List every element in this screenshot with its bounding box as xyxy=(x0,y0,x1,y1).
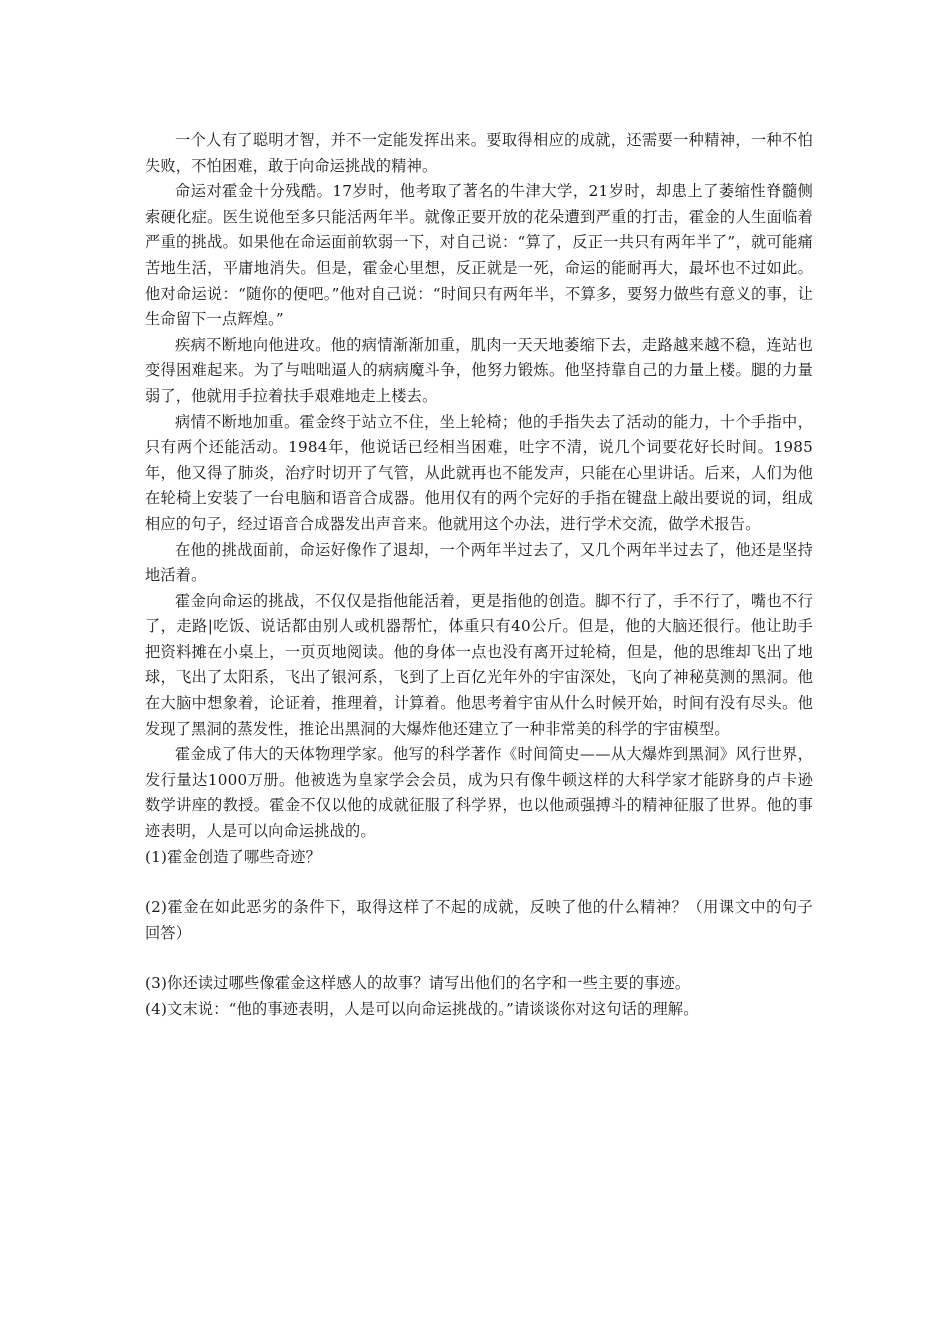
paragraph-retreat: 在他的挑战面前，命运好像作了退却，一个两年半过去了，又几个两年半过去了，他还是坚持地活着。 xyxy=(145,540,813,585)
paragraph-intro: 一个人有了聪明才智，并不一定能发挥出来。要取得相应的成就，还需要一种精神，一种不怕失败，不怕困难，敢于向命运挑战的精神。 xyxy=(145,131,813,175)
paragraph-disease: 疾病不断地向他进攻。他的病情渐渐加重，肌肉一天天地萎缩下去，走路越来越不稳，连站也变得困难起来。为了与咄咄逼人的病病魔斗争，他努力锻炼。他坚持靠自己的力量上楼。腿的力量弱了，他就用手拉着扶手艰难地走上楼去。 xyxy=(145,335,813,405)
question-1: (1)霍金创造了哪些奇迹？ xyxy=(145,847,321,866)
question-2: (2)霍金在如此恶劣的条件下，取得这样了不起的成就，反映了他的什么精神？（用课文中的句子回答） xyxy=(145,898,813,942)
document-page xyxy=(145,128,813,1023)
question-3: (3)你还读过哪些像霍金这样感人的故事？请写出他们的名字和一些主要的事迹。 xyxy=(145,974,691,993)
paragraph-wheelchair: 病情不断地加重。霍金终于站立不住，坐上轮椅；他的手指失去了活动的能力，十个手指中，只有两个还能活动。1984年，他说话已经相当困难，吐字不清，说几个词要花好长时间。1985年，他又得了肺炎，治疗时切开了气管，从此就再也不能发声，只能在心里讲话。后来，人们为他在轮椅上安装了一台电脑和语音合成器。他用仅有的两个完好的手指在键盘上敲出要说的词，组成相应的句子，经过语音合成器发出声音来。他就用这个办法，进行学术交流，做学术报告。 xyxy=(145,412,813,533)
paragraph-creation: 霍金向命运的挑战，不仅仅是指他能活着，更是指他的创造。脚不行了，手不行了，嘴也不行了，走路|吃饭、说话都由别人或机器帮忙，体重只有40公斤。但是，他的大脑还很行。他让助手把资料摊在小桌上，一页页地阅读。他的身体一点也没有离开过轮椅，但是，他的思维却飞出了地球，飞出了太阳系，飞出了银河系，飞到了上百亿光年外的宇宙深处，飞向了神秘莫测的黑洞。他在大脑中想象着，论证着，推理着，计算着。他思考着宇宙从什么时候开始，时间有没有尽头。他发现了黑洞的蒸发性，推论出黑洞的大爆炸他还建立了一种非常美的科学的宇宙模型。 xyxy=(145,591,813,738)
question-4: (4)文末说：“他的事迹表明，人是可以向命运挑战的。”请谈谈你对这句话的理解。 xyxy=(145,1000,699,1018)
paragraph-achievement: 霍金成了伟大的天体物理学家。他写的科学著作《时间简史——从大爆炸到黑洞》风行世界，发行量达1000万册。他被选为皇家学会会员，成为只有像牛顿这样的大科学家才能跻身的卢卡逊数学讲座的教授。霍金不仅以他的成就征服了科学界，也以他顽强搏斗的精神征服了世界。他的事迹表明，人是可以向命运挑战的。 xyxy=(145,745,813,841)
answer-space-2 xyxy=(145,946,813,971)
paragraph-fate: 命运对霍金十分残酷。17岁时，他考取了著名的牛津大学，21岁时，却患上了萎缩性脊髓侧索硬化症。医生说他至多只能活两年半。就像正要开放的花朵遭到严重的打击，霍金的人生面临着严重的挑战。如果他在命运面前软弱一下，对自己说：“算了，反正一共只有两年半了”，就可能痛苦地生活，平庸地消失。但是，霍金心里想，反正就是一死，命运的能耐再大，最坏也不过如此。他对命运说：“随你的便吧。”他对自己说：“时间只有两年半，不算多，要努力做些有意义的事，让生命留下一点辉煌。” xyxy=(145,182,813,329)
answer-space-1 xyxy=(145,870,813,895)
